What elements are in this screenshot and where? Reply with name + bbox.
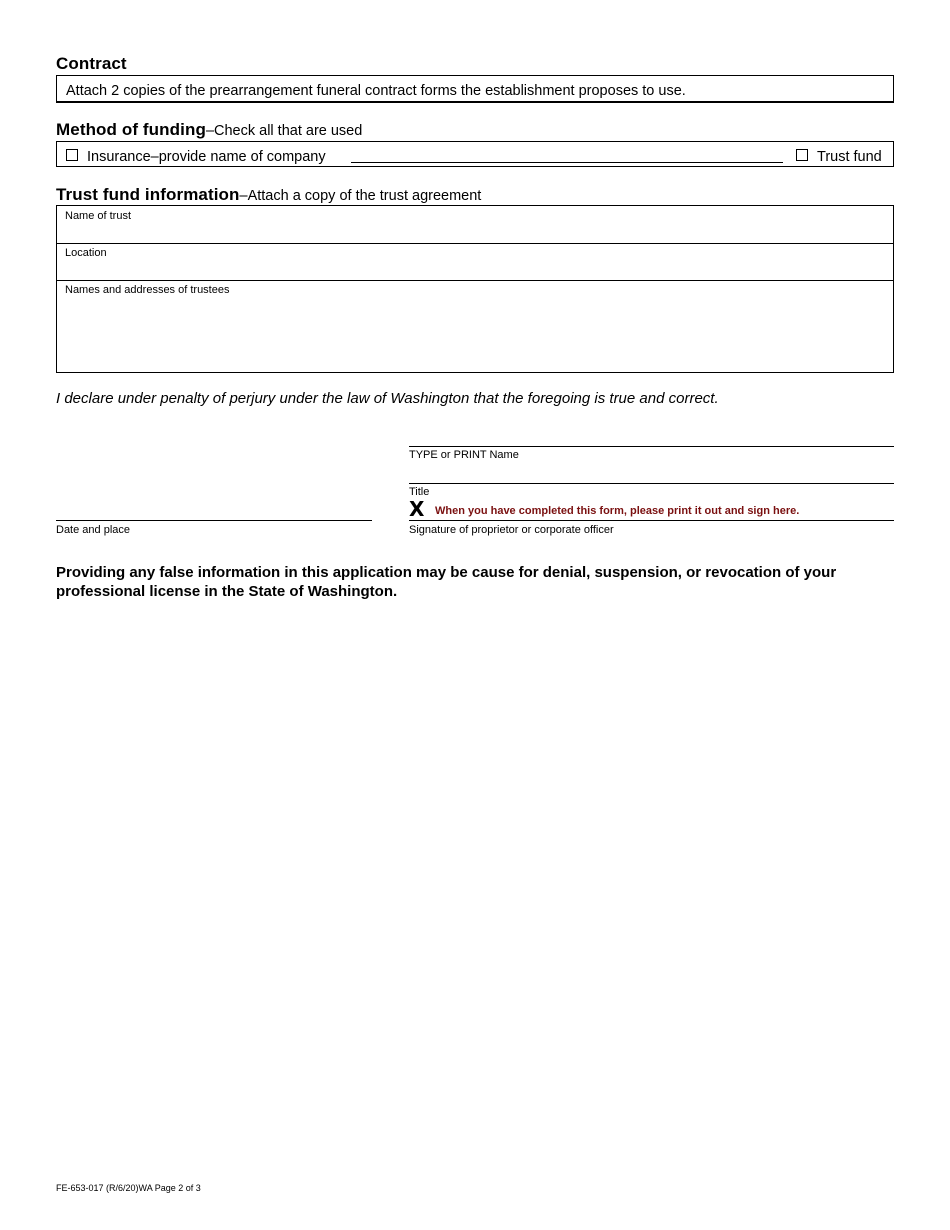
funding-box xyxy=(56,141,894,167)
trust-info-box xyxy=(56,205,894,373)
location-field[interactable] xyxy=(57,243,893,281)
trust-fund-checkbox[interactable] xyxy=(796,149,808,161)
trustees-label: Names and addresses of trustees xyxy=(65,284,230,296)
location-label: Location xyxy=(65,247,107,259)
trust-info-title: Trust fund information xyxy=(56,185,240,204)
insurance-company-field[interactable] xyxy=(351,162,783,163)
signature-instruction: When you have completed this form, please print it out and sign here. xyxy=(435,505,800,517)
contract-instruction: Attach 2 copies of the prearrangement funeral contract forms the establishment proposes to use. xyxy=(66,83,686,99)
funding-title: Method of funding xyxy=(56,120,206,139)
print-name-label: TYPE or PRINT Name xyxy=(409,449,519,461)
form-footer: FE-653-017 (R/6/20)WA Page 2 of 3 xyxy=(56,1183,201,1193)
title-label: Title xyxy=(409,486,430,498)
insurance-checkbox[interactable] xyxy=(66,149,78,161)
print-name-field[interactable] xyxy=(409,446,894,447)
signature-label: Signature of proprietor or corporate officer xyxy=(409,524,614,536)
date-place-field[interactable] xyxy=(56,520,372,521)
title-field[interactable] xyxy=(409,483,894,484)
insurance-label: Insurance–provide name of company xyxy=(87,149,326,165)
signature-x-mark: X xyxy=(409,497,425,521)
trust-name-field[interactable] xyxy=(57,206,893,244)
trust-info-subtitle: –Attach a copy of the trust agreement xyxy=(239,188,482,204)
trust-fund-label: Trust fund xyxy=(817,149,882,165)
false-info-warning: Providing any false information in this application may be cause for denial, suspension, or revocation of your professional license in the State of Washington. xyxy=(56,564,837,600)
contract-heading: Contract xyxy=(56,54,127,73)
signature-field[interactable] xyxy=(409,520,894,521)
declaration-text: I declare under penalty of perjury under the law of Washington that the foregoing is true and correct. xyxy=(56,390,719,407)
trustees-field[interactable] xyxy=(57,281,893,372)
date-place-label: Date and place xyxy=(56,524,130,536)
funding-heading xyxy=(56,120,362,140)
trust-info-heading xyxy=(56,185,481,205)
funding-subtitle: –Check all that are used xyxy=(205,123,363,139)
trust-name-label: Name of trust xyxy=(65,210,132,222)
contract-box xyxy=(56,75,894,103)
